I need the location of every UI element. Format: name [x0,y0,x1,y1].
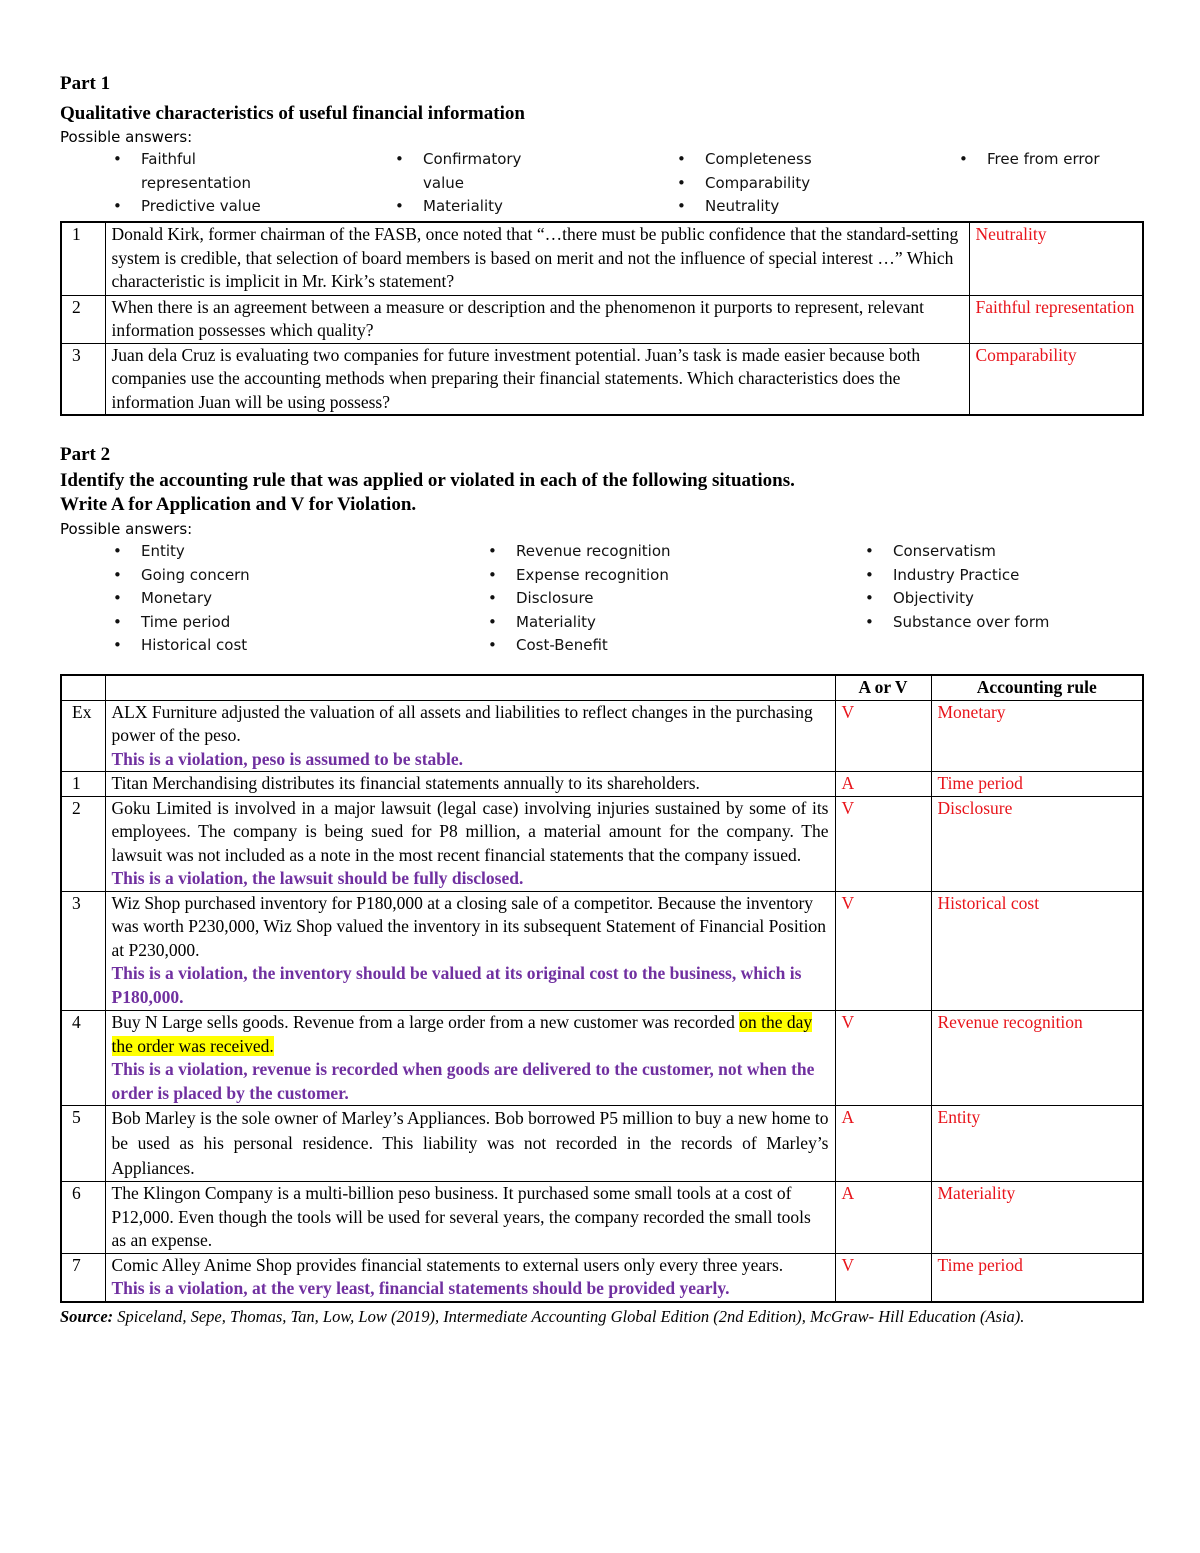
rule-cell: Materiality [931,1182,1143,1254]
header-situation [105,675,835,700]
part1-options [60,148,1142,218]
rule-cell: Revenue recognition [931,1011,1143,1106]
table-row [61,222,1143,295]
row-number: 5 [61,1106,105,1182]
violation-note: This is a violation, the lawsuit should be fully disclosed. [111,868,524,888]
table-row [61,295,1143,343]
situation-text: Buy N Large sells goods. Revenue from a large order from a new customer was recorded [111,1012,740,1032]
a-or-v-cell: V [835,1011,931,1106]
situation-text: Comic Alley Anime Shop provides financial statements to external users only every three years. [111,1254,784,1275]
option-item: • Materiality [387,195,587,219]
table-row [61,1106,1143,1182]
question-text: Donald Kirk, former chairman of the FASB, once noted that “…there must be public confidence that the standard-setting system is credible, that selection of board members is based on merit and not the influence of special interest …” Which characteristic is implicit in Mr. Kirk’s statement? [105,222,969,295]
part1-title: Qualitative characteristics of useful financial information [60,103,525,124]
situation-cell [105,796,835,891]
question-number: 1 [61,222,105,295]
part2-heading: Part 2 [60,444,111,465]
option-item: • Conservatism [857,540,1142,564]
table-row [61,343,1143,415]
option-item: • Predictive value [105,195,305,219]
worksheet-page [60,66,1142,1328]
situation-text: The Klingon Company is a multi-billion peso business. It purchased some small tools at a cost of P12,000. Even though the tools will be used for several years, the company recorded the small tools as an expense. [111,1183,811,1250]
option-item: • Completeness [669,148,909,172]
header-number [61,675,105,700]
answer-cell: Comparability [969,343,1143,415]
part2-options [60,540,1142,662]
part2-title-line1: Identify the accounting rule that was applied or violated in each of the following situations. [60,470,795,491]
rule-cell: Entity [931,1106,1143,1182]
option-item: • Faithful representation [105,148,271,195]
option-item: • Historical cost [105,634,405,658]
violation-note: This is a violation, at the very least, financial statements should be provided yearly. [111,1278,730,1298]
option-item: • Substance over form [857,611,1142,635]
option-item: • Revenue recognition [480,540,780,564]
header-a-or-v: A or V [835,675,931,700]
situation-text: Bob Marley is the sole owner of Marley’s Appliances. Bob borrowed P5 million to buy a new home to be used as his personal residence. This liability was not recorded in the records of Marley’s Appliances. [111,1108,829,1178]
table-row [61,700,1143,772]
rule-cell: Monetary [931,700,1143,772]
situation-text: Titan Merchandising distributes its financial statements annually to its shareholders. [111,773,700,793]
situation-cell [105,772,835,797]
option-item: • Objectivity [857,587,1142,611]
table-row [61,1182,1143,1254]
table-row [61,772,1143,797]
highlighted-text: on the day the order was received. [111,1012,813,1056]
option-item: • Monetary [105,587,405,611]
violation-note: This is a violation, revenue is recorded when goods are delivered to the customer, not when the order is placed by the customer. [111,1059,815,1103]
question-number: 3 [61,343,105,415]
row-number: 1 [61,772,105,797]
part1-table [60,221,1144,416]
rule-cell: Historical cost [931,891,1143,1011]
table-row [61,796,1143,891]
answer-cell: Faithful representation [969,295,1143,343]
situation-cell [105,1253,835,1302]
row-number: 6 [61,1182,105,1254]
option-item: • Cost-Benefit [480,634,780,658]
row-number: 7 [61,1253,105,1302]
a-or-v-cell: A [835,1106,931,1182]
situation-text: Goku Limited is involved in a major lawsuit (legal case) involving injuries sustained by some of its employees. The company is being sued for P8 million, a material amount for the company. The lawsuit was not included as a note in the most recent financial statements that the company issued. [111,797,829,865]
situation-cell [105,1106,835,1182]
situation-cell [105,1011,835,1106]
row-number: 4 [61,1011,105,1106]
option-item: • Entity [105,540,405,564]
table-row [61,1253,1143,1302]
option-item: • Industry Practice [857,564,1142,588]
a-or-v-cell: V [835,700,931,772]
table-row [61,1011,1143,1106]
rule-cell: Disclosure [931,796,1143,891]
rule-cell: Time period [931,772,1143,797]
part1-heading: Part 1 [60,73,111,94]
situation-text: Wiz Shop purchased inventory for P180,000 at a closing sale of a competitor. Because the inventory was worth P230,000, Wiz Shop valued the inventory in its subsequent Statement of Financial Position at P230,000. [111,892,826,960]
a-or-v-cell: V [835,1253,931,1302]
situation-cell [105,891,835,1011]
question-text: When there is an agreement between a measure or description and the phenomenon it purports to represent, relevant information possesses which quality? [105,295,969,343]
row-number: 3 [61,891,105,1011]
part2-title-line2: Write A for Application and V for Violation. [60,494,417,515]
question-number: 2 [61,295,105,343]
option-item: • Going concern [105,564,405,588]
source-citation [60,1305,1142,1328]
a-or-v-cell: A [835,1182,931,1254]
question-text: Juan dela Cruz is evaluating two companies for future investment potential. Juan’s task is made easier because both companies use the accounting methods when preparing their financial statements. Which characteristics does the information Juan will be using possess? [105,343,969,415]
part2-possible-label: Possible answers: [60,520,193,538]
rule-cell: Time period [931,1253,1143,1302]
row-number: 2 [61,796,105,891]
part2-table [60,674,1144,1303]
table-row [61,891,1143,1011]
a-or-v-cell: A [835,772,931,797]
option-item: • Expense recognition [480,564,780,588]
option-item: • Free from error [951,148,1141,172]
table-header-row [61,675,1143,700]
source-text: Spiceland, Sepe, Thomas, Tan, Low, Low (2019), Intermediate Accounting Global Edition (2nd Edition), McGraw- Hill Education (Asia). [117,1306,1025,1326]
part1-possible-label: Possible answers: [60,128,193,146]
source-label: Source: [60,1306,114,1326]
option-item: • Comparability [669,172,909,196]
row-number: Ex [61,700,105,772]
situation-text: ALX Furniture adjusted the valuation of all assets and liabilities to reflect changes in the purchasing power of the peso. [111,701,813,745]
situation-cell [105,1182,835,1254]
a-or-v-cell: V [835,796,931,891]
a-or-v-cell: V [835,891,931,1011]
option-item: • Confirmatory value [387,148,553,195]
option-item: • Disclosure [480,587,780,611]
option-item: • Time period [105,611,405,635]
option-item: • Materiality [480,611,780,635]
violation-note: This is a violation, the inventory should be valued at its original cost to the business, which is P180,000. [111,963,802,1007]
violation-note: This is a violation, peso is assumed to be stable. [111,748,464,769]
answer-cell: Neutrality [969,222,1143,295]
situation-cell [105,700,835,772]
option-item: • Neutrality [669,195,909,219]
header-accounting-rule: Accounting rule [931,675,1143,700]
